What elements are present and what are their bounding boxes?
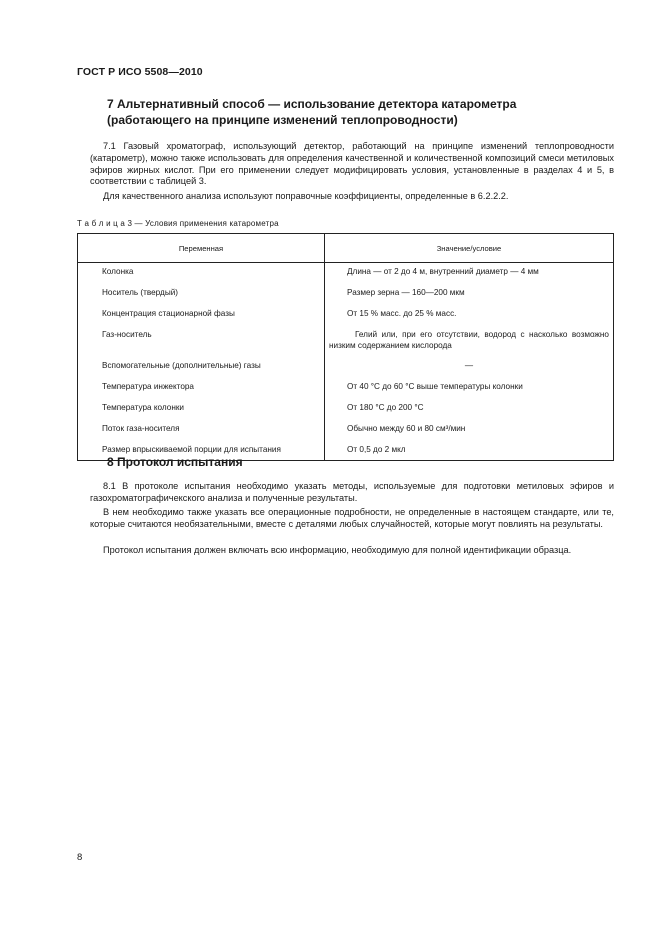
paragraph-7-1-note: Для качественного анализа используют поправочные коэффициенты, определенные в 6.2.2.2. [103,191,509,201]
paragraph-7-1: 7.1 Газовый хроматограф, использующий детектор, работающий на принципе изменений теплопроводности (катарометр), можно также использовать для определения качественной и количественной композиций смеси метиловых эфиров жирных кислот. При его применении следует модифицировать условия, установленные в разделах 4 и 5, в соответствии с таблицей 3. [90,141,614,187]
table-row [78,284,614,305]
table-cell-variable: Концентрация стационарной фазы [78,305,325,326]
table-header-value: Значение/условие [325,234,614,263]
section-7-title [107,96,587,128]
section-7-title-line1: 7 Альтернативный способ — использование детектора катарометра [107,97,517,111]
table-cell-variable: Вспомогательные (дополнительные) газы [78,357,325,378]
table-row [78,305,614,326]
table-row [78,357,614,378]
table-cell-value: От 40 °С до 60 °С выше температуры колонки [325,378,614,399]
table-cell-value: Гелий или, при его отсутствии, водород с насколько возможно низким содержанием кислорода [325,326,614,357]
document-header: ГОСТ Р ИСО 5508—2010 [77,66,203,78]
table-row [78,420,614,441]
page-number: 8 [77,852,83,863]
paragraph-8-1-details: В нем необходимо также указать все операционные подробности, не определенные в настоящем стандарте, или те, которые считаются необязательными, вместе с деталями любых случайностей, которые могут повлиять на результаты. [90,507,614,529]
table-cell-variable: Поток газа-носителя [78,420,325,441]
paragraph-8-1-identification: Протокол испытания должен включать всю информацию, необходимую для полной идентификации образца. [103,545,572,555]
table-cell-variable: Размер впрыскиваемой порции для испытания [78,441,325,461]
table-row [78,378,614,399]
table-cell-value: Длина — от 2 до 4 м, внутренний диаметр — 4 мм [325,263,614,285]
table-caption: Т а б л и ц а 3 — Условия применения катарометра [77,219,279,228]
table-cell-variable: Температура инжектора [78,378,325,399]
paragraph-8-1: 8.1 В протоколе испытания необходимо указать методы, используемые для подготовки метиловых эфиров и газохроматографичекского анализа и полученные результаты. [90,481,614,503]
table-cell-variable: Колонка [78,263,325,285]
conditions-table [77,233,614,461]
table-row [78,399,614,420]
section-8-title: 8 Протокол испытания [107,455,243,469]
table-cell-value: — [325,357,614,378]
table-cell-variable: Носитель (твердый) [78,284,325,305]
table-cell-value: Обычно между 60 и 80 см³/мин [325,420,614,441]
table-cell-value: Размер зерна — 160—200 мкм [325,284,614,305]
table-cell-value: От 15 % масс. до 25 % масс. [325,305,614,326]
table-cell-variable: Газ-носитель [78,326,325,357]
table-header-variable: Переменная [78,234,325,263]
table-cell-value: От 180 °С до 200 °С [325,399,614,420]
section-7-title-line2: (работающего на принципе изменений теплопроводности) [107,113,458,127]
table-header-row [78,234,614,263]
table-row [78,326,614,357]
table-cell-variable: Температура колонки [78,399,325,420]
table-row [78,263,614,285]
table-cell-value: От 0,5 до 2 мкл [325,441,614,461]
